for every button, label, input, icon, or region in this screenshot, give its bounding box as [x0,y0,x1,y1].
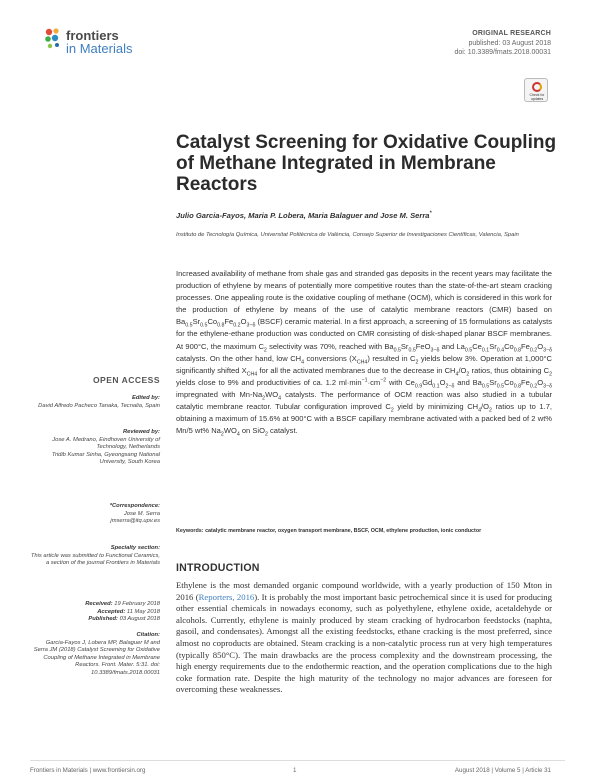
page-number: 1 [293,767,297,774]
correspondence-email[interactable]: jmserra@itq.upv.es [110,518,160,525]
citation-label: Citation: [136,632,160,638]
keywords-label: Keywords: [176,528,204,534]
frontiers-logo-icon [44,27,64,51]
published-date: published: 03 August 2018 [468,39,551,47]
correspondence-marker: * [429,210,432,217]
journal-name: in Materials [66,41,133,56]
citation-link[interactable]: Reporters, 2016 [198,591,255,602]
sidebar-specialty [30,545,160,568]
received-date: 19 February 2018 [114,601,160,607]
sidebar-reviewers [30,429,160,467]
accepted-date: 11 May 2018 [126,608,160,615]
citation-text: Garcia-Fayos J, Lobera MP, Balaguer M and Serra JM (2018) Catalyst Screening for Oxidative Coupling of Methane Integrated in Membrane Reactors. Front. Mater. 5:31. doi: 10.3389/fmats.2018.00031 [33,639,160,676]
introduction-heading: INTRODUCTION [176,562,260,574]
keywords-list: catalytic membrane reactor, oxygen transport membrane, BSCF, OCM, ethylene production, ionic conductor [205,528,482,534]
edited-by-label: Edited by: [131,395,160,401]
authors-text: Julio Garcia-Fayos, Maria P. Lobera, Maria Balaguer and Jose M. Serra [176,211,430,220]
abstract: Increased availability of methane from shale gas and stranded gas deposits in the recent years may facilitate the production of ethylene by means of potentially more competitive routes than the state-of-the-art steam cracking processes. One appealing route is the oxidative coupling of methane (OCM), which is considered in this work for the production of ethylene by means of the use of catalytic membrane reactors (CMR) based on $Ba_{0.5}Sr_{0.5}Co_{0.8}Fe_{0.2}O_{3-\delta}$ (BSCF) ceramic material. In a first approach, a screening of 15 formulations as catalysts for the ethylene-ethane production was conducted on CMR consisting of disk-shaped planar BSCF membranes. At 900°C, the maximum $C_2$ selectivity was 70%, reached with $Ba_{0.5}Sr_{0.5}FeO_{3-\delta}$ and $La_{0.5}Ce_{0.1}Sr_{0.4}Co_{0.8}Fe_{0.2}O_{3-\delta}$ catalysts. On the other hand, low $CH_4$ conversions $(X_{CH4})$ resulted in $C_2$ yields below 3%. Operation at 1,000°C significantly shifted $X_{CH4}$ for all the activated membranes due to the decrease in $CH_4/O_2$ ratios, thus obtaining $C_2$ yields close to 9% and productivities of ca. 1.2 $ml\cdot\min^{-1}\cdot cm^{-2}$ with $Ce_{0.9}Gd_{0.1}O_{2-\delta}$ and $Ba_{0.5}Sr_{0.5}Co_{0.8}Fe_{0.2}O_{3-\delta}$ impregnated with $Mn-Na_2WO_4$ catalysts. The performance of OCM reaction was also studied in a tubular catalytic membrane reactor. Tubular configuration improved $C_2$ yield by minimizing $CH_4/O_2$ ratios up to 1.7, obtaining a maximum of 15.6% at 900°C with a BSCF capillary membrane activated with a packed bed of 2 wt% Mn/5 wt% $Na_2WO_4$ on SiO$_2$ catalyst. [176,269,552,438]
sidebar-correspondence [30,503,160,526]
article-meta [454,29,551,58]
published-label: Published: [88,616,118,623]
frontiers-logo[interactable] [44,27,164,57]
check-updates-text: Check for updates [529,93,545,101]
accepted-label: Accepted: [97,608,126,615]
specialty-text: This article was submitted to Functional Ceramics, a section of the journal Frontiers in Materials [30,552,160,567]
brand-name: frontiers [66,28,119,43]
doi-link[interactable]: doi: 10.3389/fmats.2018.00031 [454,49,551,56]
sidebar-citation [30,632,160,678]
specialty-label: Specialty section: [110,545,160,551]
editor-name: David Alfredo Pacheco Tanaka, Tecnalia, Spain [38,402,160,409]
intro-text-b: ). It is probably the most important basic petrochemical since it is used for producing other essential chemicals in nowadays economy, such as polyethylene, ethylene oxide, acetaldehyde or alcohols. Currently, ethylene is mainly produced by steam cracking of hydrocarbon feedstocks (naphta, gasoil, and condensates). Amongst all the existing feedstocks, ethane cracking is the most preferred, since almost no coproducts are obtained. Steam cracking is a non-catalytic process run at very high temperatures (typically 850°C). The main drawbacks are the process complexity and the downstream processing, the high energy requirements due to the endothermic reaction, and the operation complications due to the high coke formation rate. Despite the high maturity of the technology no major advances are foreseen for overcoming these weaknesses. [176,591,552,695]
author-list [176,211,566,220]
correspondent-name: Jose M. Serra [123,510,160,517]
open-access-label: OPEN ACCESS [92,375,160,385]
footer-volume: August 2018 | Volume 5 | Article 31 [454,767,551,774]
affiliation: Instituto de Tecnología Química, Universitat Politècnica de València, Consejo Superior de Investigaciones Científicas, Valencia, Spain [176,232,519,238]
introduction-paragraph [176,580,552,696]
reviewer-1: Jose A. Medrano, Eindhoven University of Technology, Netherlands [52,436,160,451]
article-type: ORIGINAL RESEARCH [472,30,551,37]
check-updates-icon [532,82,542,92]
sidebar-dates [30,601,160,624]
correspondence-label: *Correspondence: [109,503,160,509]
footer-divider [30,760,565,761]
footer-journal[interactable]: Frontiers in Materials | www.frontiersin.org [30,767,146,774]
reviewed-by-label: Reviewed by: [122,429,160,435]
sidebar-published-date: 03 August 2018 [119,616,160,623]
intro-text-a: Ethylene is the most demanded organic compound worldwide, with a yearly production of 150 Mton in 2016 ( [176,580,552,602]
sidebar-editor [30,395,160,410]
keywords [176,527,552,535]
reviewer-2: Tridib Kumar Sinha, Gyeongsang National University, South Korea [51,451,160,466]
received-label: Received: [85,601,113,607]
check-updates-badge[interactable] [524,78,548,102]
article-title: Catalyst Screening for Oxidative Coupling of Methane Integrated in Membrane Reactors [176,132,557,195]
